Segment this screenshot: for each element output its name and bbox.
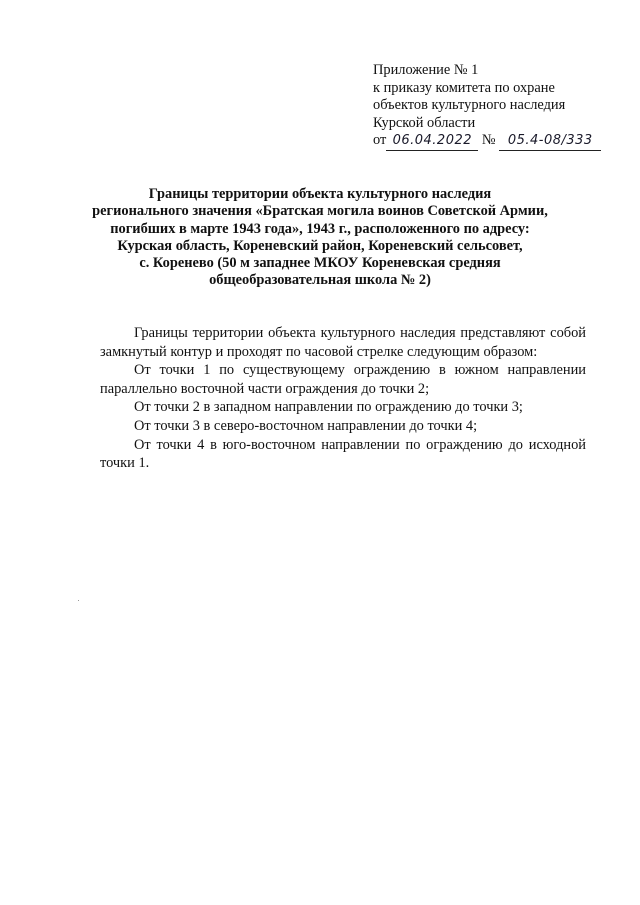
title-line: Границы территории объекта культурного наследия: [148, 186, 492, 202]
handwritten-date: 06.04.2022: [386, 132, 478, 151]
body-paragraph: От точки 4 в юго-восточном направлении по ограждению до исходной точки 1.: [100, 436, 586, 472]
body-paragraph: От точки 2 в западном направлении по ограждению до точки 3;: [134, 399, 523, 416]
appendix-date-number-line: [373, 132, 623, 151]
number-label: №: [481, 132, 496, 149]
scan-speck: [78, 600, 79, 601]
title-line: регионального значения «Братская могила воинов Советской Армии,: [92, 203, 548, 220]
body-paragraph: От точки 1 по существующему ограждению в южном направлении параллельно восточной части ограждения до точки 2;: [100, 362, 586, 397]
body-paragraph: Границы территории объекта культурного наследия представляют собой замкнутый контур и проходят по часовой стрелке следующим образом:: [100, 325, 586, 360]
appendix-committee-line: объектов культурного наследия: [373, 97, 566, 114]
title-line: Курская область, Кореневский район, Кореневский сельсовет,: [117, 237, 523, 254]
from-label: от: [373, 132, 387, 149]
document-body: [100, 324, 586, 473]
title-line: общеобразовательная школа № 2): [209, 272, 431, 289]
appendix-header: [373, 62, 623, 151]
body-paragraph: От точки 3 в северо-восточном направлении до точки 4;: [134, 417, 478, 434]
appendix-region-line: Курской области: [373, 114, 476, 131]
appendix-title: Приложение № 1: [373, 62, 479, 78]
title-line: с. Коренево (50 м западнее МКОУ Кореневская средняя: [139, 255, 501, 272]
handwritten-order-number: 05.4-08/333: [499, 132, 601, 151]
appendix-order-line: к приказу комитета по охране: [373, 79, 555, 96]
document-title: [90, 186, 550, 290]
title-line: погибших в марте 1943 года», 1943 г., расположенного по адресу:: [110, 220, 530, 237]
